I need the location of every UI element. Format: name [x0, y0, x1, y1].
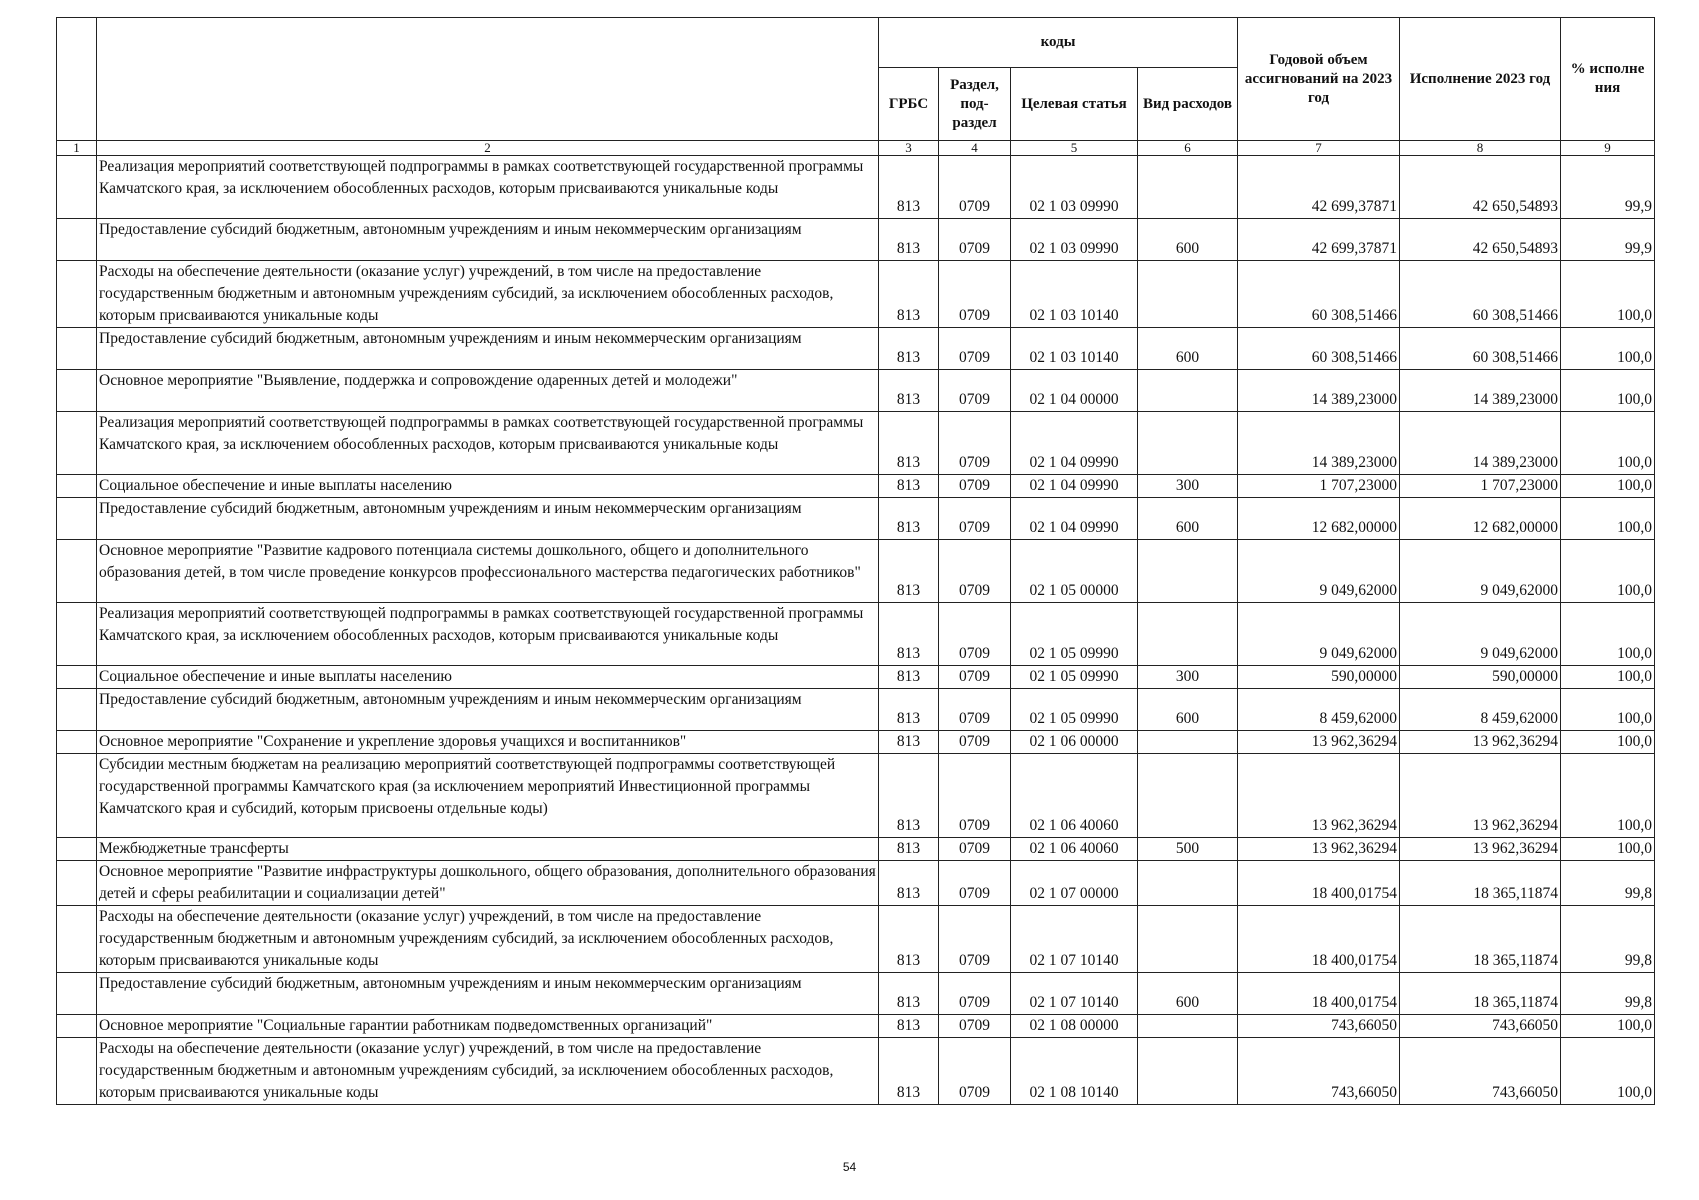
percent-cell: 100,0: [1561, 328, 1655, 370]
expense-name-cell: Предоставление субсидий бюджетным, автономным учреждениям и иным некоммерческим организациям: [97, 498, 879, 540]
section-cell: 0709: [939, 156, 1011, 219]
section-cell: 0709: [939, 412, 1011, 475]
header-percent: % исполне ния: [1561, 18, 1655, 141]
section-cell: 0709: [939, 370, 1011, 412]
percent-cell: 100,0: [1561, 370, 1655, 412]
target-article-cell: 02 1 04 09990: [1011, 475, 1138, 498]
grbs-cell: 813: [879, 731, 939, 754]
execution-cell: 590,00000: [1400, 666, 1561, 689]
row-index-cell: [57, 861, 97, 906]
target-article-cell: 02 1 05 09990: [1011, 666, 1138, 689]
header-exp-type: Вид расходов: [1138, 68, 1238, 141]
table-row: [57, 1015, 1655, 1038]
table-row: [57, 906, 1655, 973]
expense-type-cell: 600: [1138, 689, 1238, 731]
table-row: [57, 540, 1655, 603]
column-number: 6: [1138, 141, 1238, 156]
grbs-cell: 813: [879, 540, 939, 603]
expense-type-cell: [1138, 412, 1238, 475]
table-row: [57, 328, 1655, 370]
grbs-cell: 813: [879, 603, 939, 666]
section-cell: 0709: [939, 328, 1011, 370]
expense-name-cell: Предоставление субсидий бюджетным, автономным учреждениям и иным некоммерческим организациям: [97, 219, 879, 261]
row-index-cell: [57, 689, 97, 731]
percent-cell: 100,0: [1561, 603, 1655, 666]
expense-name-cell: Расходы на обеспечение деятельности (оказание услуг) учреждений, в том числе на предоставление государственным бюджетным и автономным учреждениям субсидий, за исключением обособленных расходов, которым присваиваются уникальные коды: [97, 261, 879, 328]
budget-table-sheet: [56, 17, 1654, 1105]
table-row: [57, 370, 1655, 412]
target-article-cell: 02 1 08 10140: [1011, 1038, 1138, 1105]
annual-allocation-cell: 590,00000: [1238, 666, 1400, 689]
grbs-cell: 813: [879, 156, 939, 219]
expense-name-cell: Расходы на обеспечение деятельности (оказание услуг) учреждений, в том числе на предоставление государственным бюджетным и автономным учреждениям субсидий, за исключением обособленных расходов, которым присваиваются уникальные коды: [97, 1038, 879, 1105]
section-cell: 0709: [939, 906, 1011, 973]
target-article-cell: 02 1 07 10140: [1011, 973, 1138, 1015]
annual-allocation-cell: 42 699,37871: [1238, 219, 1400, 261]
table-row: [57, 861, 1655, 906]
expense-type-cell: [1138, 731, 1238, 754]
section-cell: 0709: [939, 666, 1011, 689]
execution-cell: 9 049,62000: [1400, 603, 1561, 666]
expense-type-cell: [1138, 603, 1238, 666]
grbs-cell: 813: [879, 666, 939, 689]
expense-type-cell: [1138, 754, 1238, 838]
table-row: [57, 603, 1655, 666]
execution-cell: 13 962,36294: [1400, 731, 1561, 754]
column-number: 3: [879, 141, 939, 156]
grbs-cell: 813: [879, 906, 939, 973]
column-number: 8: [1400, 141, 1561, 156]
target-article-cell: 02 1 08 00000: [1011, 1015, 1138, 1038]
annual-allocation-cell: 9 049,62000: [1238, 540, 1400, 603]
target-article-cell: 02 1 04 09990: [1011, 412, 1138, 475]
section-cell: 0709: [939, 475, 1011, 498]
execution-cell: 18 365,11874: [1400, 861, 1561, 906]
percent-cell: 100,0: [1561, 540, 1655, 603]
header-blank-2: [97, 18, 879, 141]
row-index-cell: [57, 412, 97, 475]
annual-allocation-cell: 18 400,01754: [1238, 906, 1400, 973]
column-number: 9: [1561, 141, 1655, 156]
section-cell: 0709: [939, 498, 1011, 540]
row-index-cell: [57, 906, 97, 973]
execution-cell: 12 682,00000: [1400, 498, 1561, 540]
annual-allocation-cell: 13 962,36294: [1238, 754, 1400, 838]
row-index-cell: [57, 219, 97, 261]
row-index-cell: [57, 540, 97, 603]
percent-cell: 99,8: [1561, 906, 1655, 973]
column-number: 1: [57, 141, 97, 156]
execution-cell: 42 650,54893: [1400, 219, 1561, 261]
expense-type-cell: 600: [1138, 328, 1238, 370]
execution-cell: 14 389,23000: [1400, 412, 1561, 475]
percent-cell: 100,0: [1561, 261, 1655, 328]
table-row: [57, 412, 1655, 475]
header-section: Раздел, под-раздел: [939, 68, 1011, 141]
section-cell: 0709: [939, 861, 1011, 906]
row-index-cell: [57, 328, 97, 370]
annual-allocation-cell: 18 400,01754: [1238, 861, 1400, 906]
header-grbs: ГРБС: [879, 68, 939, 141]
expense-name-cell: Основное мероприятие "Развитие кадрового потенциала системы дошкольного, общего и дополнительного образования детей, в том числе проведение конкурсов профессионального мастерства педагогических работников": [97, 540, 879, 603]
grbs-cell: 813: [879, 1038, 939, 1105]
percent-cell: 100,0: [1561, 1038, 1655, 1105]
row-index-cell: [57, 603, 97, 666]
annual-allocation-cell: 13 962,36294: [1238, 838, 1400, 861]
table-row: [57, 498, 1655, 540]
percent-cell: 100,0: [1561, 666, 1655, 689]
grbs-cell: 813: [879, 861, 939, 906]
header-execution: Исполнение 2023 год: [1400, 18, 1561, 141]
expense-name-cell: Основное мероприятие "Развитие инфраструктуры дошкольного, общего образования, дополнительного образования детей и сферы реабилитации и социализации детей": [97, 861, 879, 906]
row-index-cell: [57, 754, 97, 838]
section-cell: 0709: [939, 754, 1011, 838]
header-annual: Годовой объем ассигнований на 2023 год: [1238, 18, 1400, 141]
row-index-cell: [57, 156, 97, 219]
budget-execution-table: [56, 17, 1655, 1105]
table-row: [57, 731, 1655, 754]
target-article-cell: 02 1 07 10140: [1011, 906, 1138, 973]
column-number-row: [57, 141, 1655, 156]
grbs-cell: 813: [879, 838, 939, 861]
expense-type-cell: [1138, 540, 1238, 603]
percent-cell: 99,9: [1561, 219, 1655, 261]
page-number: 54: [842, 1160, 857, 1174]
table-row: [57, 261, 1655, 328]
table-row: [57, 1038, 1655, 1105]
section-cell: 0709: [939, 689, 1011, 731]
table-row: [57, 838, 1655, 861]
expense-type-cell: 600: [1138, 219, 1238, 261]
section-cell: 0709: [939, 973, 1011, 1015]
percent-cell: 100,0: [1561, 475, 1655, 498]
expense-type-cell: [1138, 861, 1238, 906]
execution-cell: 13 962,36294: [1400, 838, 1561, 861]
section-cell: 0709: [939, 540, 1011, 603]
section-cell: 0709: [939, 1038, 1011, 1105]
expense-name-cell: Реализация мероприятий соответствующей подпрограммы в рамках соответствующей государственной программы Камчатского края, за исключением обособленных расходов, которым присваиваются уникальные коды: [97, 603, 879, 666]
annual-allocation-cell: 14 389,23000: [1238, 370, 1400, 412]
table-row: [57, 219, 1655, 261]
expense-name-cell: Основное мероприятие "Сохранение и укрепление здоровья учащихся и воспитанников": [97, 731, 879, 754]
column-number: 2: [97, 141, 879, 156]
annual-allocation-cell: 743,66050: [1238, 1038, 1400, 1105]
execution-cell: 9 049,62000: [1400, 540, 1561, 603]
target-article-cell: 02 1 03 10140: [1011, 261, 1138, 328]
expense-name-cell: Основное мероприятие "Выявление, поддержка и сопровождение одаренных детей и молодежи": [97, 370, 879, 412]
section-cell: 0709: [939, 731, 1011, 754]
grbs-cell: 813: [879, 498, 939, 540]
target-article-cell: 02 1 06 00000: [1011, 731, 1138, 754]
grbs-cell: 813: [879, 973, 939, 1015]
target-article-cell: 02 1 03 09990: [1011, 156, 1138, 219]
annual-allocation-cell: 14 389,23000: [1238, 412, 1400, 475]
table-row: [57, 156, 1655, 219]
annual-allocation-cell: 60 308,51466: [1238, 328, 1400, 370]
expense-name-cell: Социальное обеспечение и иные выплаты населению: [97, 475, 879, 498]
annual-allocation-cell: 18 400,01754: [1238, 973, 1400, 1015]
percent-cell: 100,0: [1561, 689, 1655, 731]
expense-type-cell: [1138, 906, 1238, 973]
execution-cell: 42 650,54893: [1400, 156, 1561, 219]
target-article-cell: 02 1 04 00000: [1011, 370, 1138, 412]
percent-cell: 100,0: [1561, 498, 1655, 540]
annual-allocation-cell: 12 682,00000: [1238, 498, 1400, 540]
grbs-cell: 813: [879, 261, 939, 328]
percent-cell: 100,0: [1561, 731, 1655, 754]
table-row: [57, 973, 1655, 1015]
percent-cell: 99,8: [1561, 861, 1655, 906]
expense-type-cell: 500: [1138, 838, 1238, 861]
annual-allocation-cell: 9 049,62000: [1238, 603, 1400, 666]
column-number: 7: [1238, 141, 1400, 156]
row-index-cell: [57, 475, 97, 498]
expense-name-cell: Межбюджетные трансферты: [97, 838, 879, 861]
expense-type-cell: 300: [1138, 475, 1238, 498]
execution-cell: 743,66050: [1400, 1015, 1561, 1038]
target-article-cell: 02 1 03 09990: [1011, 219, 1138, 261]
expense-name-cell: Реализация мероприятий соответствующей подпрограммы в рамках соответствующей государственной программы Камчатского края, за исключением обособленных расходов, которым присваиваются уникальные коды: [97, 156, 879, 219]
grbs-cell: 813: [879, 1015, 939, 1038]
expense-type-cell: 600: [1138, 973, 1238, 1015]
expense-name-cell: Предоставление субсидий бюджетным, автономным учреждениям и иным некоммерческим организациям: [97, 328, 879, 370]
row-index-cell: [57, 1038, 97, 1105]
expense-type-cell: [1138, 1038, 1238, 1105]
row-index-cell: [57, 261, 97, 328]
section-cell: 0709: [939, 261, 1011, 328]
annual-allocation-cell: 743,66050: [1238, 1015, 1400, 1038]
row-index-cell: [57, 498, 97, 540]
column-number: 4: [939, 141, 1011, 156]
execution-cell: 1 707,23000: [1400, 475, 1561, 498]
percent-cell: 100,0: [1561, 754, 1655, 838]
annual-allocation-cell: 1 707,23000: [1238, 475, 1400, 498]
expense-type-cell: 300: [1138, 666, 1238, 689]
expense-name-cell: Социальное обеспечение и иные выплаты населению: [97, 666, 879, 689]
grbs-cell: 813: [879, 328, 939, 370]
percent-cell: 99,9: [1561, 156, 1655, 219]
expense-type-cell: 600: [1138, 498, 1238, 540]
expense-name-cell: Основное мероприятие "Социальные гарантии работникам подведомственных организаций": [97, 1015, 879, 1038]
grbs-cell: 813: [879, 754, 939, 838]
annual-allocation-cell: 8 459,62000: [1238, 689, 1400, 731]
row-index-cell: [57, 370, 97, 412]
row-index-cell: [57, 838, 97, 861]
expense-name-cell: Расходы на обеспечение деятельности (оказание услуг) учреждений, в том числе на предоставление государственным бюджетным и автономным учреждениям субсидий, за исключением обособленных расходов, которым присваиваются уникальные коды: [97, 906, 879, 973]
target-article-cell: 02 1 05 09990: [1011, 603, 1138, 666]
expense-name-cell: Предоставление субсидий бюджетным, автономным учреждениям и иным некоммерческим организациям: [97, 689, 879, 731]
percent-cell: 100,0: [1561, 412, 1655, 475]
execution-cell: 18 365,11874: [1400, 906, 1561, 973]
table-row: [57, 754, 1655, 838]
grbs-cell: 813: [879, 475, 939, 498]
target-article-cell: 02 1 07 00000: [1011, 861, 1138, 906]
table-body: [57, 156, 1655, 1105]
header-blank-1: [57, 18, 97, 141]
annual-allocation-cell: 60 308,51466: [1238, 261, 1400, 328]
target-article-cell: 02 1 05 09990: [1011, 689, 1138, 731]
grbs-cell: 813: [879, 370, 939, 412]
expense-type-cell: [1138, 156, 1238, 219]
target-article-cell: 02 1 04 09990: [1011, 498, 1138, 540]
row-index-cell: [57, 973, 97, 1015]
row-index-cell: [57, 731, 97, 754]
header-target: Целевая статья: [1011, 68, 1138, 141]
grbs-cell: 813: [879, 689, 939, 731]
expense-name-cell: Реализация мероприятий соответствующей подпрограммы в рамках соответствующей государственной программы Камчатского края, за исключением обособленных расходов, которым присваиваются уникальные коды: [97, 412, 879, 475]
percent-cell: 100,0: [1561, 1015, 1655, 1038]
execution-cell: 743,66050: [1400, 1038, 1561, 1105]
execution-cell: 18 365,11874: [1400, 973, 1561, 1015]
target-article-cell: 02 1 05 00000: [1011, 540, 1138, 603]
section-cell: 0709: [939, 1015, 1011, 1038]
row-index-cell: [57, 1015, 97, 1038]
section-cell: 0709: [939, 838, 1011, 861]
expense-name-cell: Предоставление субсидий бюджетным, автономным учреждениям и иным некоммерческим организациям: [97, 973, 879, 1015]
execution-cell: 8 459,62000: [1400, 689, 1561, 731]
execution-cell: 60 308,51466: [1400, 261, 1561, 328]
row-index-cell: [57, 666, 97, 689]
execution-cell: 14 389,23000: [1400, 370, 1561, 412]
header-codes: коды: [879, 18, 1238, 68]
table-row: [57, 689, 1655, 731]
annual-allocation-cell: 42 699,37871: [1238, 156, 1400, 219]
expense-type-cell: [1138, 1015, 1238, 1038]
grbs-cell: 813: [879, 412, 939, 475]
expense-name-cell: Субсидии местным бюджетам на реализацию мероприятий соответствующей подпрограммы соответствующей государственной программы Камчатского края (за исключением мероприятий Инвестиционной программы Камчатского края и субсидий, которым присвоены отдельные коды): [97, 754, 879, 838]
execution-cell: 60 308,51466: [1400, 328, 1561, 370]
grbs-cell: 813: [879, 219, 939, 261]
column-number: 5: [1011, 141, 1138, 156]
expense-type-cell: [1138, 370, 1238, 412]
expense-type-cell: [1138, 261, 1238, 328]
target-article-cell: 02 1 06 40060: [1011, 838, 1138, 861]
table-row: [57, 666, 1655, 689]
section-cell: 0709: [939, 603, 1011, 666]
percent-cell: 99,8: [1561, 973, 1655, 1015]
execution-cell: 13 962,36294: [1400, 754, 1561, 838]
target-article-cell: 02 1 03 10140: [1011, 328, 1138, 370]
annual-allocation-cell: 13 962,36294: [1238, 731, 1400, 754]
percent-cell: 100,0: [1561, 838, 1655, 861]
section-cell: 0709: [939, 219, 1011, 261]
table-row: [57, 475, 1655, 498]
target-article-cell: 02 1 06 40060: [1011, 754, 1138, 838]
